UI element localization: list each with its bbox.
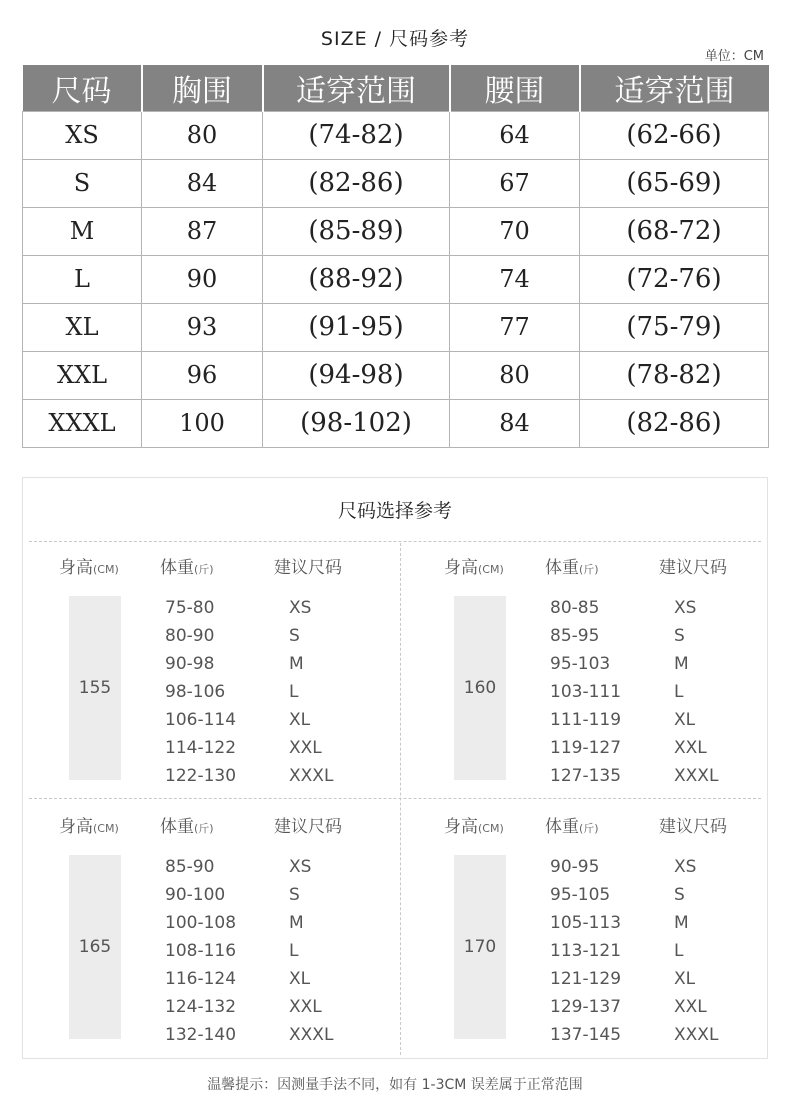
- recommended-size: L: [674, 682, 684, 702]
- weight-header-label: 体重: [160, 558, 194, 578]
- height-column-header: [444, 553, 504, 578]
- weight-header-label: 体重: [545, 817, 579, 837]
- recommended-size: S: [289, 626, 300, 646]
- weight-range: 75-80: [165, 598, 215, 618]
- cell-chest: 90: [142, 255, 263, 303]
- table-row: [23, 351, 769, 399]
- recommended-size: XXL: [289, 738, 322, 758]
- weight-range: 103-111: [550, 682, 622, 702]
- header-chest: 胸围: [142, 65, 263, 111]
- page-title: SIZE / 尺码参考: [320, 28, 470, 50]
- cell-waist: 74: [450, 255, 580, 303]
- height-column-header: [59, 553, 119, 578]
- recommended-size: S: [674, 885, 685, 905]
- cell-chest: 84: [142, 159, 263, 207]
- weight-range: 95-105: [550, 885, 611, 905]
- recommended-size: XL: [289, 710, 311, 730]
- table-row: [23, 111, 769, 159]
- weight-column-header: [545, 812, 599, 837]
- height-value: 155: [69, 596, 121, 780]
- recommended-size: L: [289, 941, 299, 961]
- recommended-size: XS: [674, 598, 697, 618]
- recommended-size: XXL: [674, 997, 707, 1017]
- cell-chest: 87: [142, 207, 263, 255]
- weight-header-label: 体重: [545, 558, 579, 578]
- cell-size: XXXL: [23, 399, 142, 447]
- table-row: [23, 207, 769, 255]
- weight-range: 95-103: [550, 654, 611, 674]
- recommended-size: S: [289, 885, 300, 905]
- weight-range: 113-121: [550, 941, 622, 961]
- weight-range: 129-137: [550, 997, 622, 1017]
- recommended-size: XL: [289, 969, 311, 989]
- recommended-size: L: [289, 682, 299, 702]
- size-chart-table: [22, 65, 769, 448]
- cell-waist-range: (75-79): [580, 303, 769, 351]
- cell-waist: 67: [450, 159, 580, 207]
- cell-chest-range: (82-86): [263, 159, 450, 207]
- size-guide-title: 尺码选择参考: [337, 500, 452, 522]
- cell-chest-range: (88-92): [263, 255, 450, 303]
- cell-waist-range: (65-69): [580, 159, 769, 207]
- cell-waist: 80: [450, 351, 580, 399]
- recommended-size: XS: [674, 857, 697, 877]
- size-guide-panel: [22, 477, 768, 1059]
- weight-range: 105-113: [550, 913, 622, 933]
- cell-waist: 64: [450, 111, 580, 159]
- table-row: [23, 303, 769, 351]
- weight-column-header: [545, 553, 599, 578]
- cell-waist: 84: [450, 399, 580, 447]
- cell-waist-range: (72-76): [580, 255, 769, 303]
- recommended-size: XL: [674, 969, 696, 989]
- weight-range: 116-124: [165, 969, 237, 989]
- height-header-label: 身高: [444, 558, 478, 578]
- cell-waist-range: (62-66): [580, 111, 769, 159]
- weight-header-label: 体重: [160, 817, 194, 837]
- recommended-size: XS: [289, 598, 312, 618]
- header-waist: 腰围: [450, 65, 580, 111]
- recommended-size: XXL: [674, 738, 707, 758]
- weight-range: 90-95: [550, 857, 600, 877]
- cell-waist: 77: [450, 303, 580, 351]
- header-chest-range: 适穿范围: [263, 65, 450, 111]
- height-header-unit: (CM): [478, 822, 504, 835]
- weight-range: 122-130: [165, 766, 237, 786]
- weight-column-header: [160, 812, 214, 837]
- weight-range: 85-90: [165, 857, 215, 877]
- cell-size: XL: [23, 303, 142, 351]
- size-chart-header-row: [23, 65, 769, 111]
- recommended-size: L: [674, 941, 684, 961]
- weight-range: 124-132: [165, 997, 237, 1017]
- unit-label: 单位：CM: [704, 49, 764, 64]
- weight-range: 90-98: [165, 654, 215, 674]
- cell-waist-range: (82-86): [580, 399, 769, 447]
- cell-size: XXL: [23, 351, 142, 399]
- cell-chest-range: (74-82): [263, 111, 450, 159]
- weight-header-unit: (斤): [579, 563, 599, 576]
- cell-chest-range: (94-98): [263, 351, 450, 399]
- weight-range: 132-140: [165, 1025, 237, 1045]
- cell-chest: 80: [142, 111, 263, 159]
- weight-column-header: [160, 553, 214, 578]
- recommended-size: XXXL: [674, 766, 719, 786]
- cell-size: S: [23, 159, 142, 207]
- weight-header-unit: (斤): [194, 822, 214, 835]
- weight-range: 80-85: [550, 598, 600, 618]
- cell-size: M: [23, 207, 142, 255]
- weight-range: 90-100: [165, 885, 226, 905]
- cell-waist-range: (78-82): [580, 351, 769, 399]
- recommended-size: XXXL: [674, 1025, 719, 1045]
- height-value: 165: [69, 855, 121, 1039]
- cell-chest: 96: [142, 351, 263, 399]
- cell-chest: 93: [142, 303, 263, 351]
- table-row: [23, 255, 769, 303]
- divider: [400, 543, 401, 1055]
- weight-range: 137-145: [550, 1025, 622, 1045]
- height-header-label: 身高: [59, 558, 93, 578]
- weight-range: 119-127: [550, 738, 622, 758]
- size-column-header: 建议尺码: [274, 817, 342, 837]
- recommended-size: XXXL: [289, 1025, 334, 1045]
- weight-range: 127-135: [550, 766, 622, 786]
- cell-waist: 70: [450, 207, 580, 255]
- weight-range: 85-95: [550, 626, 600, 646]
- recommended-size: XXL: [289, 997, 322, 1017]
- weight-range: 80-90: [165, 626, 215, 646]
- cell-waist-range: (68-72): [580, 207, 769, 255]
- size-column-header: 建议尺码: [274, 558, 342, 578]
- table-row: [23, 159, 769, 207]
- size-column-header: 建议尺码: [659, 558, 727, 578]
- weight-header-unit: (斤): [194, 563, 214, 576]
- size-guide-group: [408, 800, 778, 1058]
- recommended-size: M: [674, 654, 689, 674]
- weight-range: 106-114: [165, 710, 237, 730]
- height-header-label: 身高: [59, 817, 93, 837]
- size-guide-group: [23, 541, 393, 799]
- recommended-size: XXXL: [289, 766, 334, 786]
- height-column-header: [444, 812, 504, 837]
- recommended-size: M: [289, 654, 304, 674]
- table-row: [23, 399, 769, 447]
- recommended-size: M: [674, 913, 689, 933]
- footnote: 温馨提示：因测量手法不同，如有 1-3CM 误差属于正常范围: [207, 1077, 583, 1093]
- height-header-unit: (CM): [93, 822, 119, 835]
- weight-header-unit: (斤): [579, 822, 599, 835]
- height-header-label: 身高: [444, 817, 478, 837]
- size-guide-group: [408, 541, 778, 799]
- recommended-size: S: [674, 626, 685, 646]
- height-column-header: [59, 812, 119, 837]
- weight-range: 100-108: [165, 913, 237, 933]
- header-size: 尺码: [23, 65, 142, 111]
- recommended-size: XS: [289, 857, 312, 877]
- weight-range: 121-129: [550, 969, 622, 989]
- weight-range: 108-116: [165, 941, 237, 961]
- height-value: 170: [454, 855, 506, 1039]
- size-guide-group: [23, 800, 393, 1058]
- height-header-unit: (CM): [93, 563, 119, 576]
- size-column-header: 建议尺码: [659, 817, 727, 837]
- header-waist-range: 适穿范围: [580, 65, 769, 111]
- recommended-size: M: [289, 913, 304, 933]
- height-header-unit: (CM): [478, 563, 504, 576]
- recommended-size: XL: [674, 710, 696, 730]
- weight-range: 98-106: [165, 682, 226, 702]
- cell-chest-range: (91-95): [263, 303, 450, 351]
- weight-range: 114-122: [165, 738, 237, 758]
- weight-range: 111-119: [550, 710, 622, 730]
- cell-chest-range: (98-102): [263, 399, 450, 447]
- cell-chest: 100: [142, 399, 263, 447]
- cell-size: XS: [23, 111, 142, 159]
- height-value: 160: [454, 596, 506, 780]
- cell-chest-range: (85-89): [263, 207, 450, 255]
- cell-size: L: [23, 255, 142, 303]
